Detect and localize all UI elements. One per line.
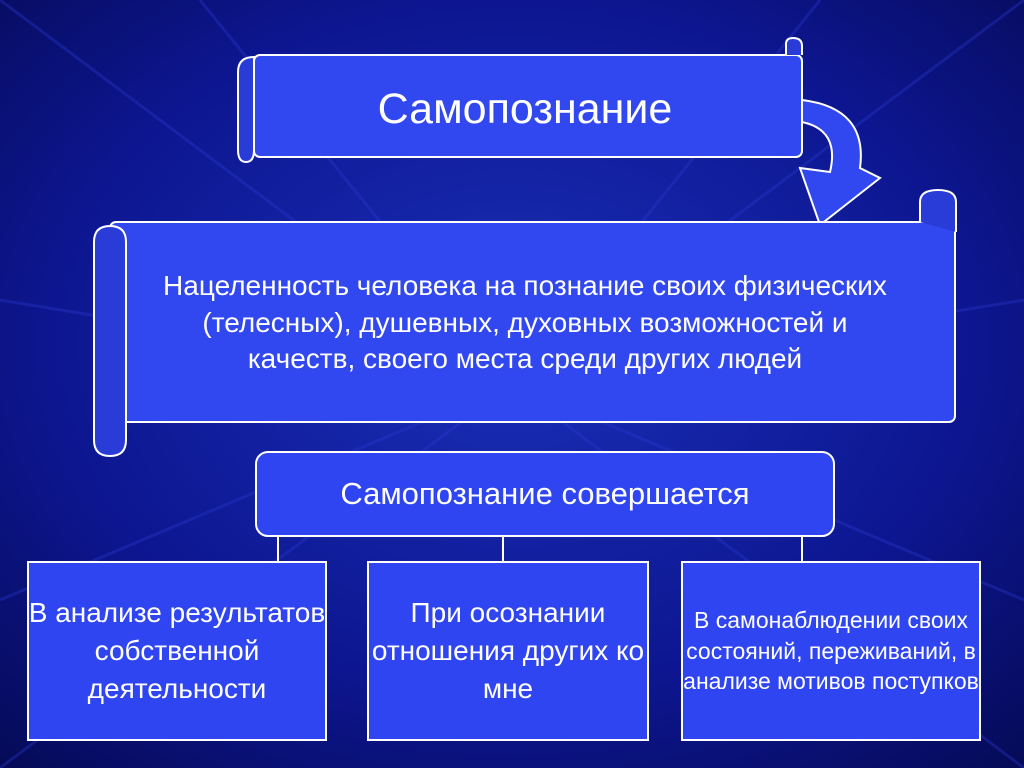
connector-lines bbox=[278, 536, 802, 562]
subtitle: Самопознание совершается bbox=[340, 475, 750, 511]
box-1-text: В анализе результатов собственной деятельности bbox=[28, 597, 326, 704]
title: Самопознание bbox=[377, 85, 673, 134]
box-2-text: При осознании отношения других ко мне bbox=[371, 597, 645, 704]
box-3-text: В самонаблюдении своих состояний, переживаний, в анализе мотивов поступков bbox=[683, 606, 979, 695]
definition-text: Нацеленность человека на познание своих физических (телесных), душевных, духовных возможностей и качеств, своего места среди других людей bbox=[163, 269, 887, 375]
curved-arrow bbox=[800, 100, 880, 225]
